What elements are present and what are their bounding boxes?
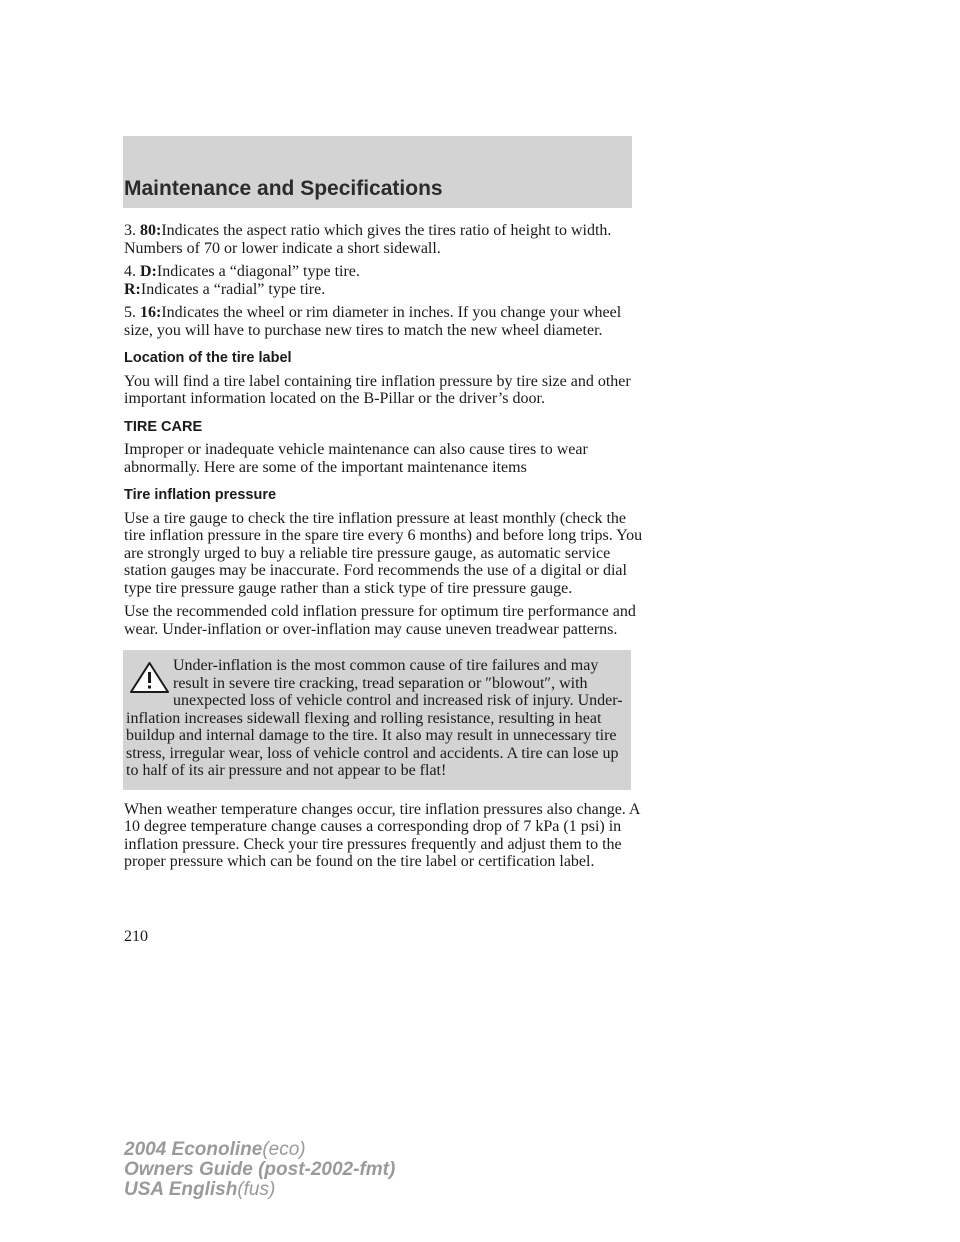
list-item	[124, 222, 644, 257]
footer-model: 2004 Econoline	[124, 1139, 263, 1160]
item-text: Indicates the wheel or rim diameter in inches. If you change your wheel size, you will have to purchase new tires to match the new wheel diameter.	[124, 304, 622, 339]
item-number: 3.	[124, 222, 136, 239]
footer-guide: Owners Guide (post-2002-fmt)	[124, 1159, 396, 1180]
footer-language: USA English	[124, 1179, 238, 1200]
item-number: 4.	[124, 263, 136, 280]
page-number: 210	[124, 928, 148, 945]
item-label: D:	[140, 263, 157, 280]
inflation-paragraph: Use the recommended cold inflation pressure for optimum tire performance and wear. Under-inflation or over-inflation may cause uneven treadwear patterns.	[124, 603, 636, 638]
footer-language-code: (fus)	[237, 1179, 276, 1200]
inflation-heading: Tire inflation pressure	[124, 487, 277, 503]
page-content	[124, 222, 644, 877]
item-label: R:	[124, 280, 141, 298]
warning-text: Under-inflation is the most common cause of tire failures and may result in severe tire cracking, tread separation or ″blowout″, with unexpected loss of vehicle control and increased risk of injury. Under-inflation increases sidewall flexing and rolling resistance, resulting in heat buildup and internal damage to the tire. It also may result in unnecessary tire stress, irregular wear, loss of vehicle control and accidents. A tire can lose up to half of its air pressure and not appear to be flat!	[126, 657, 623, 779]
footer-line	[124, 1160, 395, 1180]
footer-line	[124, 1180, 395, 1200]
item-text: Indicates the aspect ratio which gives the tires ratio of height to width. Numbers of 70 or lower indicate a short sidewall.	[124, 222, 612, 257]
inflation-paragraph: Use a tire gauge to check the tire inflation pressure at least monthly (check the tire inflation pressure in the spare tire every 6 months) and before long trips. You are strongly urged to buy a reliable tire pressure gauge, as automatic service station gauges may be inaccurate. Ford recommends the use of a digital or dial type tire pressure gauge rather than a stick type of tire pressure gauge.	[124, 509, 643, 597]
list-item	[124, 263, 644, 298]
tire-care-paragraph: Improper or inadequate vehicle maintenance can also cause tires to wear abnormally. Here are some of the important maintenance items	[124, 441, 588, 476]
location-paragraph: You will find a tire label containing tire inflation pressure by tire size and other important information located on the B-Pillar or the driver’s door.	[124, 372, 631, 407]
tire-care-heading: TIRE CARE	[124, 418, 203, 435]
item-text: Indicates a “diagonal” type tire.	[156, 263, 360, 280]
footer-line	[124, 1140, 395, 1160]
location-heading: Location of the tire label	[124, 350, 292, 366]
warning-triangle-icon	[128, 660, 171, 696]
footer	[124, 1140, 395, 1200]
item-text: Indicates a “radial” type tire.	[140, 280, 326, 298]
weather-paragraph: When weather temperature changes occur, tire inflation pressures also change. A 10 degree temperature change causes a corresponding drop of 7 kPa (1 psi) in inflation pressure. Check your tire pressures frequently and adjust them to the proper pressure which can be found on the tire label or certification label.	[124, 800, 640, 870]
item-label: 80:	[140, 222, 162, 239]
section-title: Maintenance and Specifications	[124, 177, 443, 200]
list-item	[124, 304, 644, 339]
warning-box	[123, 650, 631, 790]
item-number: 5.	[124, 304, 136, 321]
footer-model-code: (eco)	[262, 1139, 306, 1160]
item-label: 16:	[140, 304, 162, 321]
